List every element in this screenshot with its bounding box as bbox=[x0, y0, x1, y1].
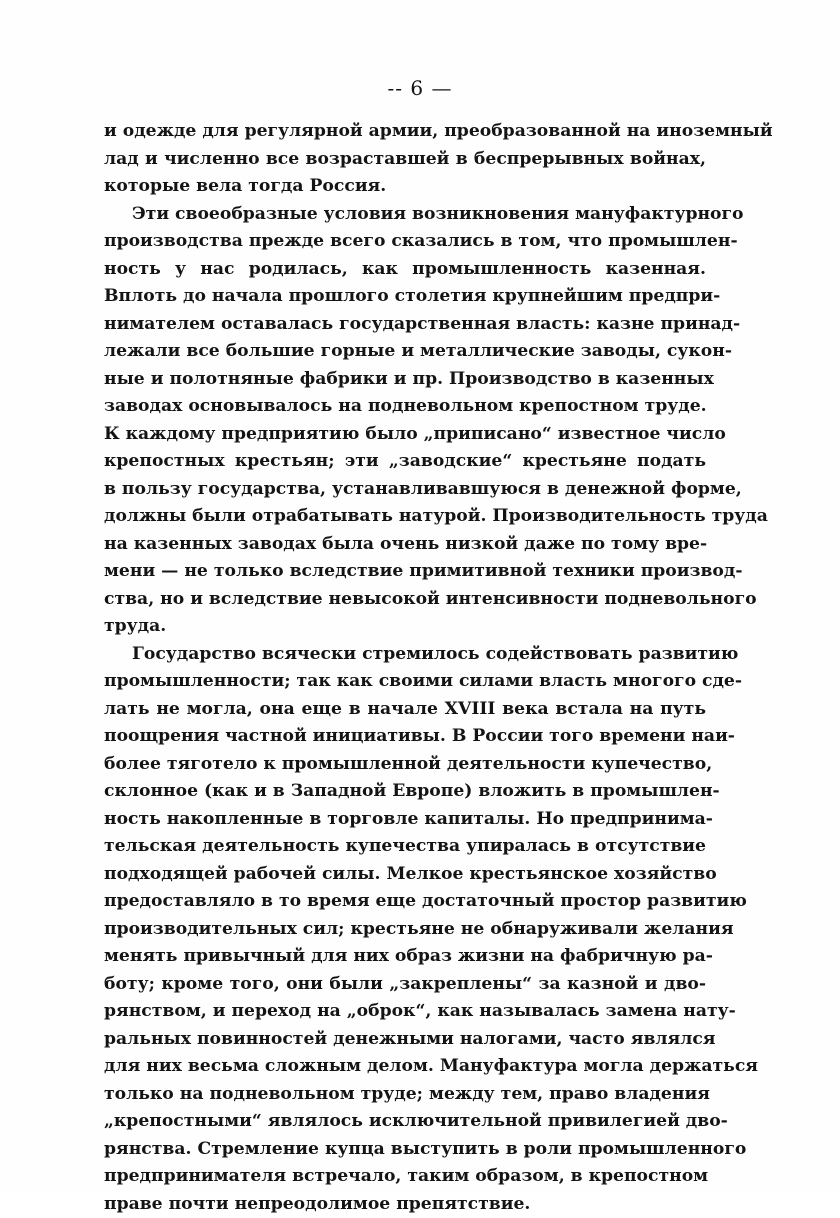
text-line: и одежде для регулярной армии, преобразованной на иноземный bbox=[104, 118, 706, 146]
text-line: ность у нас родилась, как промышленность казенная. bbox=[104, 256, 706, 284]
text-line: лад и численно все возраставшей в беспрерывных войнах, bbox=[104, 146, 706, 174]
text-line: должны были отрабатывать натурой. Производительность труда bbox=[104, 503, 706, 531]
text-line: только на подневольном труде; между тем, право владения bbox=[104, 1081, 706, 1109]
text-line: подходящей рабочей силы. Мелкое крестьянское хозяйство bbox=[104, 861, 706, 889]
text-line: праве почти непреодолимое препятствие. bbox=[104, 1191, 706, 1218]
text-line: Эти своеобразные условия возникновения мануфактурного bbox=[104, 201, 706, 229]
text-line: лежали все большие горные и металлические заводы, сукон- bbox=[104, 338, 706, 366]
text-line: для них весьма сложным делом. Мануфактура могла держаться bbox=[104, 1053, 706, 1081]
text-line: Вплоть до начала прошлого столетия крупнейшим предпри- bbox=[104, 283, 706, 311]
text-line: менять привычный для них образ жизни на фабричную ра- bbox=[104, 943, 706, 971]
text-line: рянством, и переход на „оброк“, как называлась замена нату- bbox=[104, 998, 706, 1026]
page-number: -- 6 — bbox=[0, 76, 840, 100]
text-line: поощрения частной инициативы. В России того времени наи- bbox=[104, 723, 706, 751]
text-line: крепостных крестьян; эти „заводские“ крестьяне подать bbox=[104, 448, 706, 476]
text-line: нимателем оставалась государственная власть: казне принад- bbox=[104, 311, 706, 339]
text-line: мени — не только вследствие примитивной техники производ- bbox=[104, 558, 706, 586]
text-line: склонное (как и в Западной Европе) вложить в промышлен- bbox=[104, 778, 706, 806]
text-line: тельская деятельность купечества упиралась в отсутствие bbox=[104, 833, 706, 861]
text-line: предоставляло в то время еще достаточный простор развитию bbox=[104, 888, 706, 916]
text-line: в пользу государства, устанавливавшуюся в денежной форме, bbox=[104, 476, 706, 504]
text-line: которые вела тогда Россия. bbox=[104, 173, 706, 201]
text-line: Государство всячески стремилось содействовать развитию bbox=[104, 641, 706, 669]
text-line: производства прежде всего сказались в том, что промышлен- bbox=[104, 228, 706, 256]
paragraph bbox=[104, 641, 706, 1218]
text-line: более тяготело к промышленной деятельности купечество, bbox=[104, 751, 706, 779]
text-line: ральных повинностей денежными налогами, часто являлся bbox=[104, 1026, 706, 1054]
text-line: на казенных заводах была очень низкой даже по тому вре- bbox=[104, 531, 706, 559]
text-line: производительных сил; крестьяне не обнаруживали желания bbox=[104, 916, 706, 944]
text-line: лать не могла, она еще в начале XVIII века встала на путь bbox=[104, 696, 706, 724]
paragraph bbox=[104, 201, 706, 641]
text-line: труда. bbox=[104, 613, 706, 641]
text-line: предпринимателя встречало, таким образом, в крепостном bbox=[104, 1163, 706, 1191]
text-line: „крепостными“ являлось исключительной привилегией дво- bbox=[104, 1108, 706, 1136]
text-line: рянства. Стремление купца выступить в роли промышленного bbox=[104, 1136, 706, 1164]
paragraph bbox=[104, 118, 706, 201]
text-line: промышленности; так как своими силами власть многого сде- bbox=[104, 668, 706, 696]
text-line: ства, но и вследствие невысокой интенсивности подневольного bbox=[104, 586, 706, 614]
text-line: боту; кроме того, они были „закреплены“ за казной и дво- bbox=[104, 971, 706, 999]
text-line: К каждому предприятию было „приписано“ известное число bbox=[104, 421, 706, 449]
body-text bbox=[104, 118, 706, 1218]
text-line: ные и полотняные фабрики и пр. Производство в казенных bbox=[104, 366, 706, 394]
text-line: ность накопленные в торговле капиталы. Но предпринима- bbox=[104, 806, 706, 834]
text-line: заводах основывалось на подневольном крепостном труде. bbox=[104, 393, 706, 421]
